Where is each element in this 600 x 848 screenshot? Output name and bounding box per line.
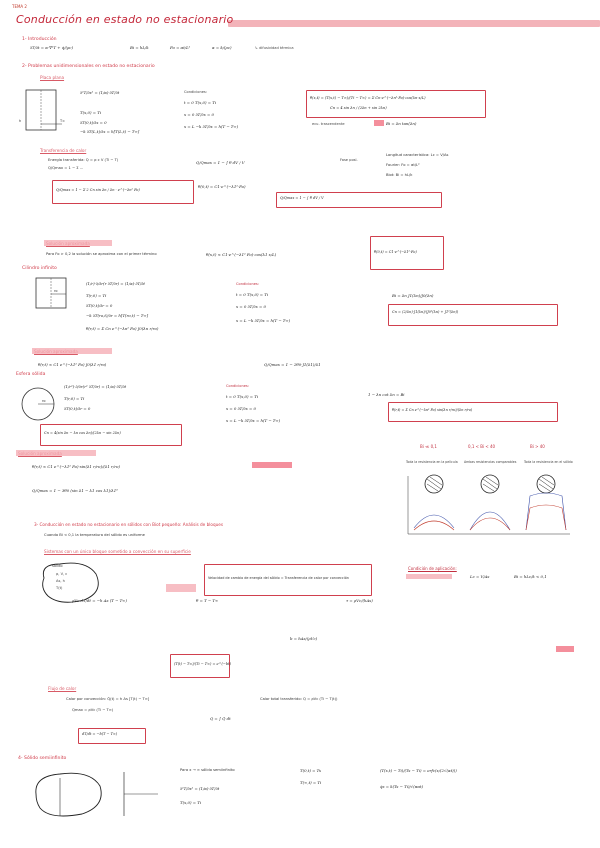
placa-cc-2: x = 0 ∂T/∂x = 0 [184, 112, 214, 117]
eq-tau: τ = ρVc/(hAs) [346, 598, 373, 603]
esf-eq-3: ∂T(0,t)/∂r = 0 [64, 406, 91, 411]
cil-eq-4: −k ∂T(ro,t)/∂r = h[T(ro,t) − T∞] [86, 313, 149, 318]
transf-eq-1: Q/Qmax = 1 − ∫ θ dV / V [196, 160, 245, 165]
bi-cond: Bi = hLc/k < 0,1 [514, 574, 547, 579]
aprox-text: Para Fo > 0,2 la solución se aproxima con el primer término [46, 252, 157, 256]
regime-caption-3: Toda la resistencia en el sólido [524, 460, 573, 464]
hatch-2 [483, 477, 498, 491]
alpha-note: ↳ difusividad térmica [255, 46, 294, 50]
flujo-heading: Flujo de calor [48, 686, 77, 691]
regime-label-2: 0,1 < Bi < 40 [468, 444, 496, 449]
s4-sol: (T(x,t) − Ti)/(Ts − Ti) = erfc(x/(2√(αt))) [380, 768, 457, 773]
aprox-box-eq: θ(0,t) = C1·e^(−λ1²·Fo) [374, 250, 417, 254]
page-title: Conducción en estado no estacionario [16, 13, 234, 26]
esfera-heading: Esfera sólida [16, 372, 46, 377]
energy-balance-box [204, 564, 372, 596]
s4-text: Para x → ∞ sólido semiinfinito [180, 768, 235, 772]
transf-box-2 [276, 192, 442, 208]
esf-eq-2: T(r,0) = Ti [64, 396, 85, 401]
cil-eq-2: T(r,0) = Ti [86, 293, 107, 298]
profile-3b [526, 505, 566, 530]
sphere-ro-label: ro [42, 399, 46, 403]
cil-cn: Cn = (2/λn)·J1(λn)/(J0²(λn) + J1²(λn)) [392, 310, 459, 314]
blob-label: sólido [52, 564, 63, 568]
flujo-text-2: Calor total transferido: Q = ρVc (Ti − T(t)) [260, 697, 338, 701]
eq-energy: ρVc·dT/dt = −h As (T − T∞) [72, 598, 127, 603]
lumped-solution: (T(t) − T∞)/(Ti − T∞) = e^(−bt) [174, 662, 231, 666]
transf-eq-3: Q/Qmax = 1 − ∫ θ dV / V [280, 196, 324, 200]
placa-bi: Bi = λn tan(λn) [386, 121, 417, 126]
esf-highlight-2 [252, 462, 292, 468]
alpha-def: α = k/(ρc) [212, 45, 232, 50]
esf-solution-box [388, 402, 558, 422]
cil-cc-1: t = 0 T(x,0) = Ti [236, 292, 269, 297]
blob-item-3: T(t) [56, 586, 63, 590]
transf-note: Fase posl. [340, 158, 358, 162]
regime-caption-2: Ambas resistencias comparables [464, 460, 517, 464]
transf-heading: Transferencia de calor [40, 148, 87, 153]
regime-label-3: Bi > 40 [530, 444, 545, 449]
s4-eq-3: T(0,t) = Ts [300, 768, 321, 773]
flujo-box [78, 728, 146, 744]
esf-eq-1: (1/r²)·∂/∂r(r² ∂T/∂r) = (1/α)·∂T/∂t [64, 384, 127, 389]
cil-cc-label: Condiciones: [236, 282, 260, 286]
placa-note: ecu. trascendente [312, 122, 345, 126]
ro-label: ro [54, 289, 58, 293]
placa-solution: θ(x,t) = (T(x,t) − T∞)/(Ti − T∞) = Σ Cn·e^(−λn²·Fo)·cos(λn·x/L) [310, 96, 426, 100]
s3-sub1: Sistemas con un único bloque sometido a convección en su superficie [44, 549, 191, 554]
cil-eq-1: (1/r)·∂/∂r(r ∂T/∂r) = (1/α)·∂T/∂t [86, 281, 145, 286]
title-bar [228, 20, 600, 27]
blob-item-2: As, h [56, 579, 65, 583]
transf-item-3: Biot: Bi = hL/k [386, 173, 413, 177]
transf-text-2: Q/Qmax = 1 − Σ ... [48, 166, 84, 170]
fourier-def: Fo = αt/L² [170, 45, 191, 50]
profile-2b [470, 518, 510, 530]
flujo-eq-1: Q = ∫ Q̇ dt [210, 716, 231, 721]
esf-cn-box [40, 424, 182, 446]
esf-aprox-eq: θ(r,t) ≈ C1 e^(−λ1² Fo)·sin(λ1 r/ro)/(λ1 r/ro) [32, 464, 120, 469]
semi-blob [36, 773, 101, 816]
transf-sol: θ(0,t) = C1·e^(−λ1²·Fo) [198, 184, 246, 189]
placa-eq-2: T(x,0) = Ti [80, 110, 102, 115]
placa-cc-1: t = 0 T(x,0) = Ti [184, 100, 217, 105]
profile-2a [470, 512, 510, 530]
semi-infinite-figure [30, 764, 160, 824]
cylinder-figure [30, 274, 80, 316]
section-1-heading: 1- Introducción [22, 37, 57, 42]
b-highlight [556, 646, 574, 652]
regime-label-1: Bi ≪ 0,1 [420, 444, 437, 449]
esf-cc-2: x = 0 ∂T/∂x = 0 [226, 406, 256, 411]
placa-cn: Cn = 4 sin λn / (2λn + sin 2λn) [330, 106, 387, 110]
profile-1a [414, 515, 454, 528]
placa-eq-1: ∂²T/∂x² = (1/α)·∂T/∂t [80, 90, 120, 95]
esf-cn: Cn = 4(sin λn − λn cos λn)/(2λn − sin 2λn) [44, 431, 121, 435]
aprox-highlight [44, 240, 112, 246]
cil-aprox-eq: θ(r,t) ≈ C1 e^(−λ1² Fo) J0(λ1 r/ro) [38, 362, 107, 367]
esf-sol: θ(r,t) = Σ Cn e^(−λn² Fo) sin(λn r/ro)/(λn r/ro) [392, 408, 473, 412]
placa-eq-3: ∂T(0,t)/∂x = 0 [80, 120, 107, 125]
placa-solution-box [306, 90, 486, 118]
cil-bi: Bi = λn J1(λn)/J0(λn) [392, 293, 434, 298]
hatch-1 [427, 477, 442, 491]
condition-label: Condición de aplicación: [408, 566, 457, 571]
profile-3a [526, 493, 566, 530]
cil-eq-3: ∂T(0,t)/∂r = 0 [86, 303, 113, 308]
eq-b: b = hAs/(ρVc) [290, 636, 318, 641]
regime-caption-1: Toda la resistencia en la película [406, 460, 458, 464]
balance-highlight [166, 584, 196, 592]
cil-solution-box [388, 304, 558, 326]
condition-highlight [406, 574, 452, 579]
biot-regime-figure [404, 472, 574, 538]
sphere-figure [18, 384, 62, 424]
hatch-3 [539, 477, 554, 491]
flujo-text-1: Calor por convección: Q̇(t) = h As [T(t) − T∞] [66, 697, 150, 701]
section-4-heading: 4- Sólido semiinfinito [18, 756, 67, 761]
flujo-text-3: Qmax = ρVc (Ti − T∞) [72, 708, 114, 712]
placa-heading: Placa plana [40, 75, 65, 80]
blob-outline [43, 563, 99, 602]
placa-cc-3: x = L −k ∂T/∂x = h(T − T∞) [184, 124, 239, 129]
esf-aprox-highlight [16, 450, 96, 456]
cil-sol: θ(r,t) = Σ Cn e^(−λn² Fo) J0(λn r/ro) [86, 326, 159, 331]
eq-theta: θ = T − T∞ [196, 598, 219, 603]
lc-eq: Lc = V/As [470, 574, 490, 579]
placa-cc-label: Condiciones: [184, 90, 208, 94]
esf-cc-1: t = 0 T(x,0) = Ti [226, 394, 259, 399]
tema-label: TEMA 2 [12, 4, 27, 9]
transf-eq-2: Q/Qmax = 1 − Σ 2 Cn sin λn / λn · e^(−λn² Fo) [56, 188, 140, 192]
cil-cc-2: x = 0 ∂T/∂x = 0 [236, 304, 266, 309]
aprox-eq: θ(x,t) ≈ C1·e^(−λ1² Fo)·cos(λ1 x/L) [206, 252, 277, 257]
s4-eq-2: T(x,0) = Ti [180, 800, 202, 805]
esf-cc-3: x = L −k ∂T/∂x = h(T − T∞) [226, 418, 281, 423]
s4-eq-1: ∂²T/∂x² = (1/α)·∂T/∂t [180, 786, 220, 791]
bi-highlight [374, 120, 384, 126]
regime-2 [470, 475, 510, 530]
transf-box-1 [52, 180, 194, 204]
s4-eq-4: T(∞,t) = Ti [300, 780, 322, 785]
placa-eq-4: −k ∂T(L,t)/∂x = h[T(L,t) − T∞] [80, 129, 140, 134]
transf-item-2: Fourier: Fo = αt/L² [386, 163, 420, 167]
biot-def: Bi = hL/k [130, 45, 149, 50]
profile-1b [414, 521, 454, 530]
transf-text-1: Energía transferida: Q = ρ c V (Ti − T) [48, 158, 119, 162]
lumped-solution-box [170, 654, 230, 678]
section-3-heading: 3- Conducción en estado no estacionario en sólidos con Biot pequeño: Análisis de bloques [34, 522, 224, 527]
blob-item-1: ρ, V, c [56, 572, 68, 576]
heat-equation: ∂T/∂t = α·∇²T + q̇/(ρc) [30, 45, 73, 50]
cilindro-heading: Cilindro infinito [22, 266, 57, 271]
s4-flux: q̇s = k(Ts − Ti)/√(παt) [380, 784, 424, 789]
section-2-heading: 2- Problemas unidimensionales en estado no estacionario [22, 64, 155, 69]
regime-3 [526, 475, 566, 530]
cil-aprox-highlight [32, 348, 112, 354]
h-label: h [19, 119, 22, 123]
s3-intro: Cuando Bi < 0,1 la temperatura del sólido es uniforme [44, 533, 145, 537]
cil-cc-3: x = L −k ∂T/∂x = h(T − T∞) [236, 318, 291, 323]
regime-1 [414, 475, 454, 530]
cil-aprox-q: Q/Qmax = 1 − 2θ0·J1(λ1)/λ1 [264, 362, 321, 367]
tinf-label: T∞ [60, 119, 66, 123]
esf-cc-label: Condiciones: [226, 384, 250, 388]
energy-balance-text: Velocidad de cambio de energía del sólido = Transferencia de calor por convección [208, 576, 349, 580]
esf-bi: 1 − λn cot λn = Bi [368, 392, 405, 397]
esf-aprox-q: Q/Qmax = 1 − 3θ0 (sin λ1 − λ1 cos λ1)/λ1³ [32, 488, 118, 493]
plate-figure [16, 84, 72, 134]
flujo-eq-2: dT/dt = −b(T − T∞) [82, 732, 118, 736]
transf-item-1: Longitud característica: Lc = V/As [386, 153, 449, 157]
